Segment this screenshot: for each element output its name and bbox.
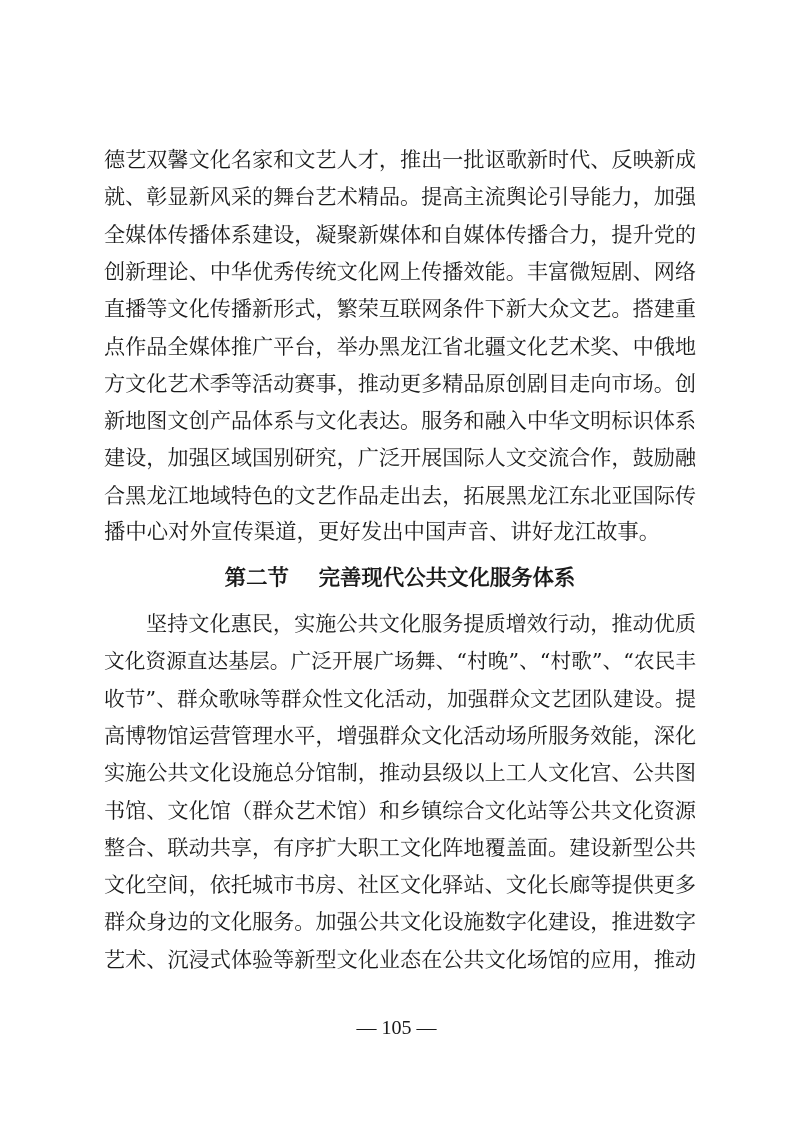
body-text-line: 文化资源直达基层。广泛开展广场舞、“村晚”、“村歌”、“农民丰 <box>104 649 696 673</box>
body-text-line: 合黑龙江地域特色的文艺作品走出去，拓展黑龙江东北亚国际传 <box>104 483 696 508</box>
body-text-line: 新地图文创产品体系与文化表达。服务和融入中华文明标识体系 <box>104 408 696 433</box>
body-text-line: 整合、联动共享，有序扩大职工文化阵地覆盖面。建设新型公共 <box>104 835 696 860</box>
body-text-line: 直播等文化传播新形式，繁荣互联网条件下新大众文艺。搭建重 <box>104 296 696 321</box>
body-text-line: 文化空间，依托城市书房、社区文化驿站、文化长廊等提供更多 <box>104 872 696 897</box>
body-text-line: 实施公共文化设施总分馆制，推动县级以上工人文化宫、公共图 <box>104 760 696 785</box>
section-heading: 第二节 完善现代公共文化服务体系 <box>224 566 576 591</box>
page-content <box>104 0 696 1122</box>
body-text-line: 就、彰显新风采的舞台艺术精品。提高主流舆论引导能力，加强 <box>104 184 696 209</box>
body-text-line: 建设，加强区域国别研究，广泛开展国际人文交流合作，鼓励融 <box>104 445 696 470</box>
body-text-line: 收节”、群众歌咏等群众性文化活动，加强群众文艺团队建设。提 <box>104 687 696 711</box>
body-text-line: 全媒体传播体系建设，凝聚新媒体和自媒体传播合力，提升党的 <box>104 222 696 247</box>
body-text-line: 播中心对外宣传渠道，更好发出中国声音、讲好龙江故事。 <box>104 520 661 545</box>
body-text-line: 德艺双馨文化名家和文艺人才，推出一批讴歌新时代、反映新成 <box>104 147 696 172</box>
body-text-line: 高博物馆运营管理水平，增强群众文化活动场所服务效能，深化 <box>104 723 696 748</box>
body-text-line: 方文化艺术季等活动赛事，推动更多精品原创剧目走向市场。创 <box>104 371 696 396</box>
body-text-line: 创新理论、中华优秀传统文化网上传播效能。丰富微短剧、网络 <box>104 259 696 284</box>
paragraph-first-line: 坚持文化惠民，实施公共文化服务提质增效行动，推动优质 <box>146 611 696 636</box>
page-number: — 105 — <box>356 1017 437 1039</box>
body-text-line: 艺术、沉浸式体验等新型文化业态在公共文化场馆的应用，推动 <box>104 947 696 972</box>
body-text-line: 点作品全媒体推广平台，举办黑龙江省北疆文化艺术奖、中俄地 <box>104 334 696 359</box>
body-text-line: 书馆、文化馆（群众艺术馆）和乡镇综合文化站等公共文化资源 <box>104 798 696 823</box>
body-text-line: 群众身边的文化服务。加强公共文化设施数字化建设，推进数字 <box>104 909 696 934</box>
